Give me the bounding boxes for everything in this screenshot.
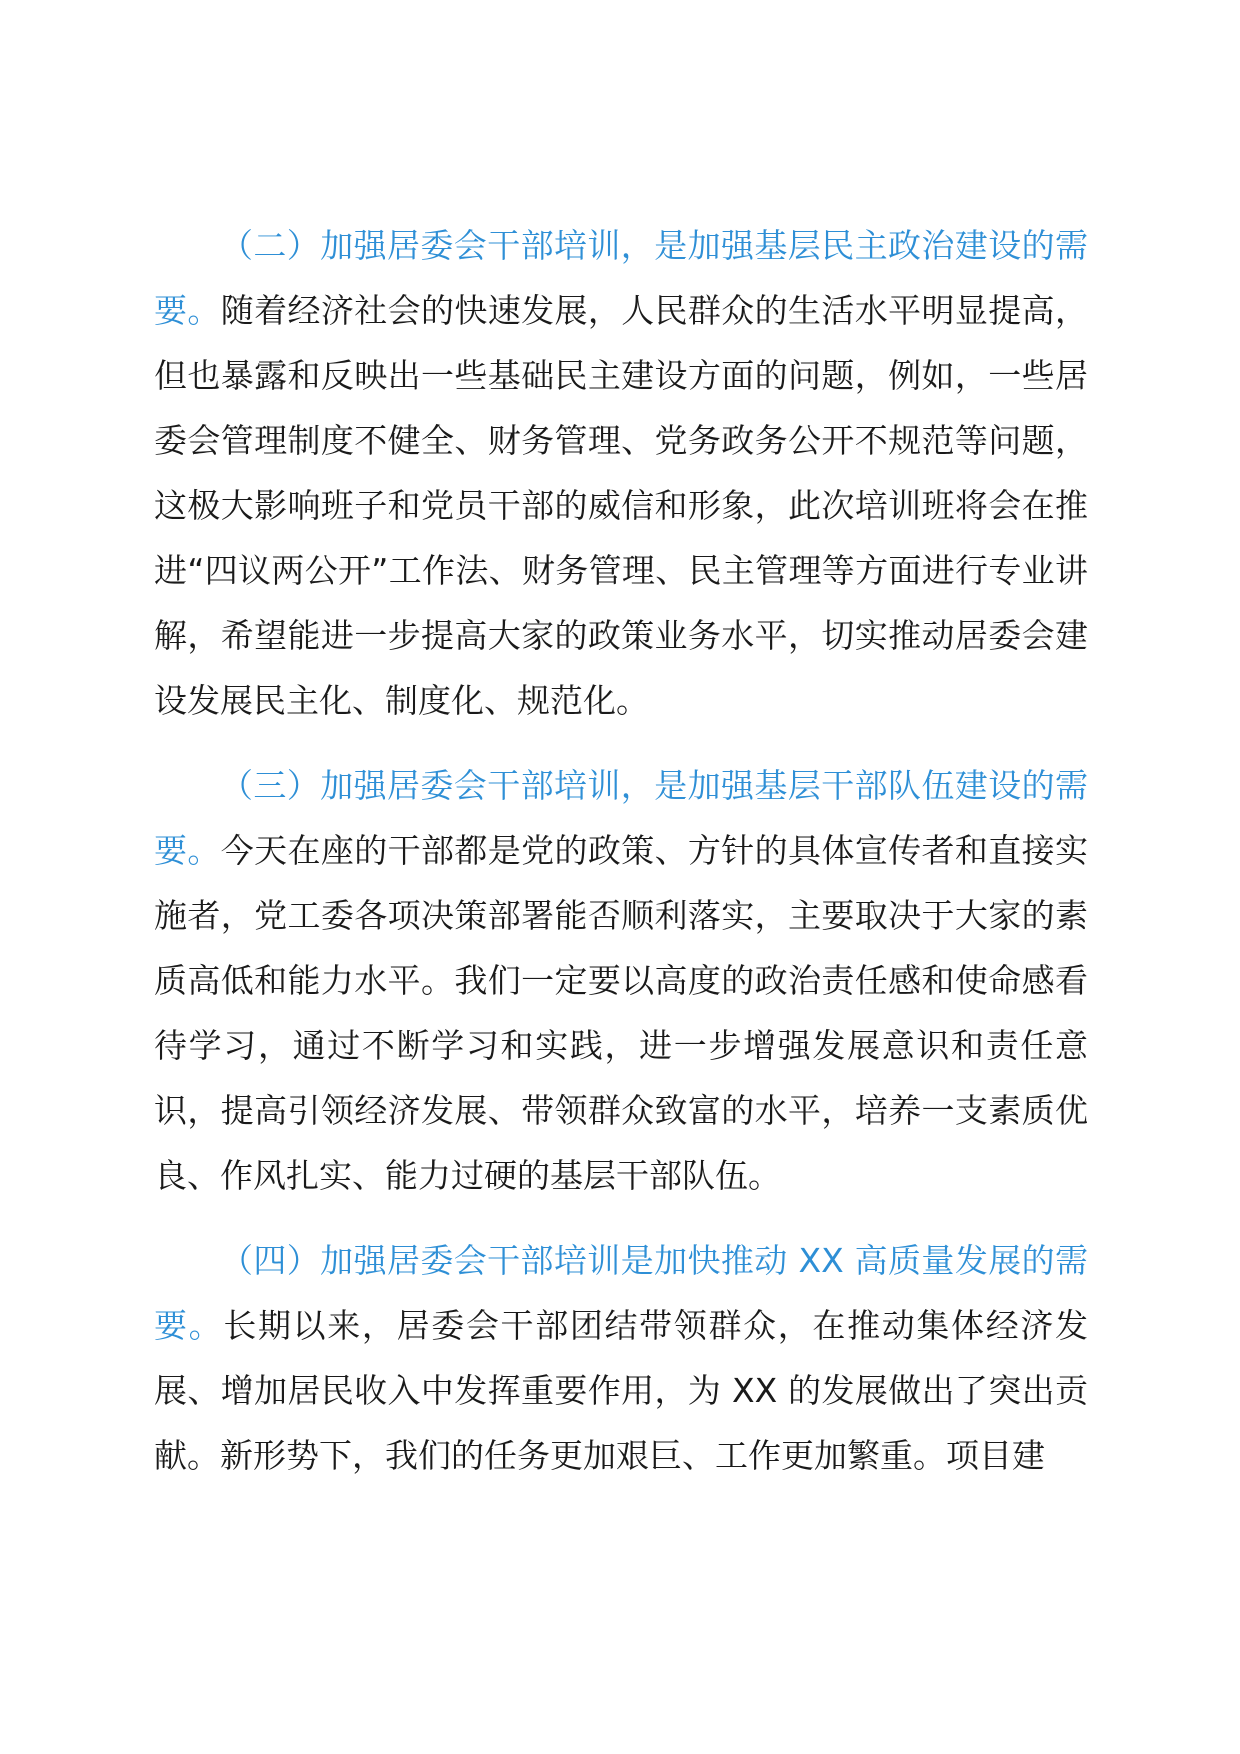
paragraph-text-2: 随着经济社会的快速发展，人民群众的生活水平明显提高，但也暴露和反映出一些基础民主建设方面的问题，例如，一些居委会管理制度不健全、财务管理、党务政务公开不规范等问题，这极大影响班子和党员干部的威信和形象，此次培训班将会在推进“四议两公开”工作法、财务管理、民主管理等方面进行专业讲解，希望能进一步提高大家的政策业务水平，切实推动居委会建设发展民主化、制度化、规范化。 <box>154 291 1089 720</box>
section-heading-2: （二）加强居委会干部培训，是加强基层民主政治建设的需要。 <box>154 226 1088 330</box>
paragraph-text-4: 长期以来，居委会干部团结带领群众，在推动集体经济发展、增加居民收入中发挥重要作用，为 XX 的发展做出了突出贡献。新形势下，我们的任务更加艰巨、工作更加繁重。项目建 <box>154 1306 1089 1475</box>
paragraph-4 <box>154 1228 1088 1488</box>
paragraph-2 <box>154 213 1088 733</box>
document-body <box>154 213 1088 1508</box>
section-heading-4: （四）加强居委会干部培训是加快推动 XX 高质量发展的需要。 <box>154 1241 1088 1345</box>
section-heading-3: （三）加强居委会干部培训，是加强基层干部队伍建设的需要。 <box>154 766 1088 870</box>
paragraph-text-3: 今天在座的干部都是党的政策、方针的具体宣传者和直接实施者，党工委各项决策部署能否顺利落实，主要取决于大家的素质高低和能力水平。我们一定要以高度的政治责任感和使命感看待学习，通过不断学习和实践，进一步增强发展意识和责任意识，提高引领经济发展、带领群众致富的水平，培养一支素质优良、作风扎实、能力过硬的基层干部队伍。 <box>154 831 1089 1195</box>
paragraph-3 <box>154 753 1088 1208</box>
